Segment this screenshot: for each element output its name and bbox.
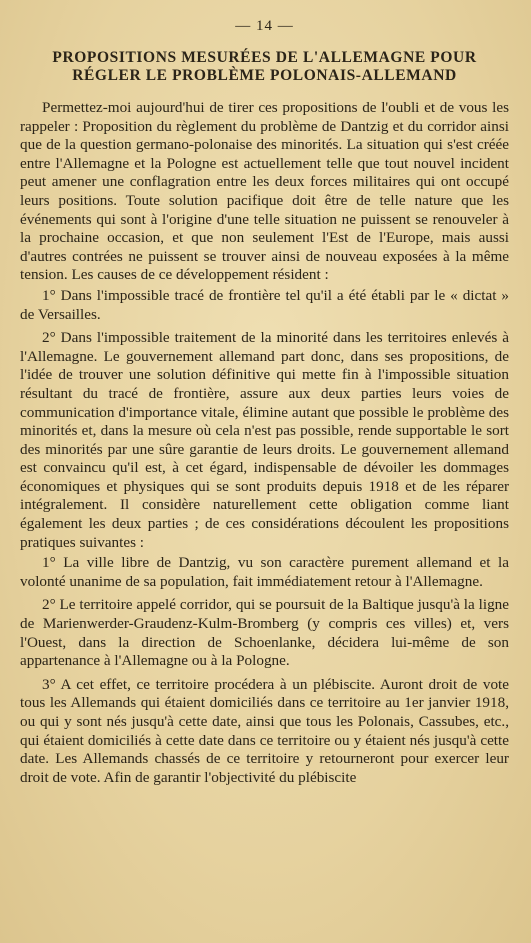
page-title [20,49,509,85]
paragraph-cause-2: 2° Dans l'impossible traitement de la minorité dans les territoires enlevés à l'Allemagne. Le gouvernement allemand part donc, dans ses propositions, de l'idée de trouver une solution définitive qui mette fin à l'impossible situation résultant du tracé de frontière, assure aux deux parties leurs voies de communication d'importance vitale, élimine autant que possible le problème des minorités et, dans la mesure où cela n'est pas possible, rende supportable le sort des minorités par une sûre garantie de leurs droits. Le gouvernement allemand est convaincu qu'il est, à cet égard, indispensable de dévoiler les dommages économiques et physiques qui se sont produits depuis 1918 et de les réparer intégralement. Il considère naturellement cette obligation comme liant également les deux parties ; de ces considérations découlent les propositions pratiques suivantes : [20,329,509,551]
title-line-1: PROPOSITIONS MESURÉES DE L'ALLEMAGNE POUR [52,49,477,66]
paragraph-proposal-1: 1° La ville libre de Dantzig, vu son caractère purement allemand et la volonté unanime de sa population, fait immédiatement retour à l'Allemagne. [20,554,509,590]
page-number: — 14 — [235,18,294,34]
paragraph-cause-1: 1° Dans l'impossible tracé de frontière tel qu'il a été établi par le « dictat » de Versailles. [20,286,509,323]
paragraph-intro: Permettez-moi aujourd'hui de tirer ces propositions de l'oubli et de vous les rappeler : Proposition du règlement du problème de Dantzig et du corridor ainsi que de la question germano-polonaise des minorités. La situation qui s'est créée entre l'Allemagne et la Pologne est actuellement telle que tout nouvel incident peut amener une conflagration entre les deux forces militaires qui ont occupé leurs positions. Toute solution pacifique doit être de telle nature que les événements qui sont à l'origine d'une telle situation ne puissent se renouveler à la prochaine occasion, et que non seulement l'Est de l'Europe, mais aussi d'autres contrées ne puissent se trouver ainsi de nouveau exposées à la même tension. Les causes de ce développement résident : [20,99,509,284]
title-line-2: RÉGLER LE PROBLÈME POLONAIS-ALLEMAND [72,67,457,84]
paragraph-proposal-3: 3° A cet effet, ce territoire procédera à un plébiscite. Auront droit de vote tous les Allemands qui étaient domiciliés dans ce territoire au 1er janvier 1918, ou qui y sont nés jusqu'à cette date, ainsi que tous les Polonais, Cassubes, etc., qui étaient domiciliés à cette date dans ce territoire ou y étaient nés jusqu'à cette date. Les Allemands chassés de ce territoire y retourneront pour exercer leur droit de vote. Afin de garantir l'objectivité du plébiscite [20,675,509,786]
body-text [20,99,509,787]
paragraph-proposal-2: 2° Le territoire appelé corridor, qui se poursuit de la Baltique jusqu'à la ligne de Marienwerder-Graudenz-Kulm-Bromberg (y compris ces villes) et, vers l'Ouest, dans la direction de Schoenlanke, décidera lui-même de son appartenance à l'Allemagne ou à la Pologne. [20,596,509,670]
